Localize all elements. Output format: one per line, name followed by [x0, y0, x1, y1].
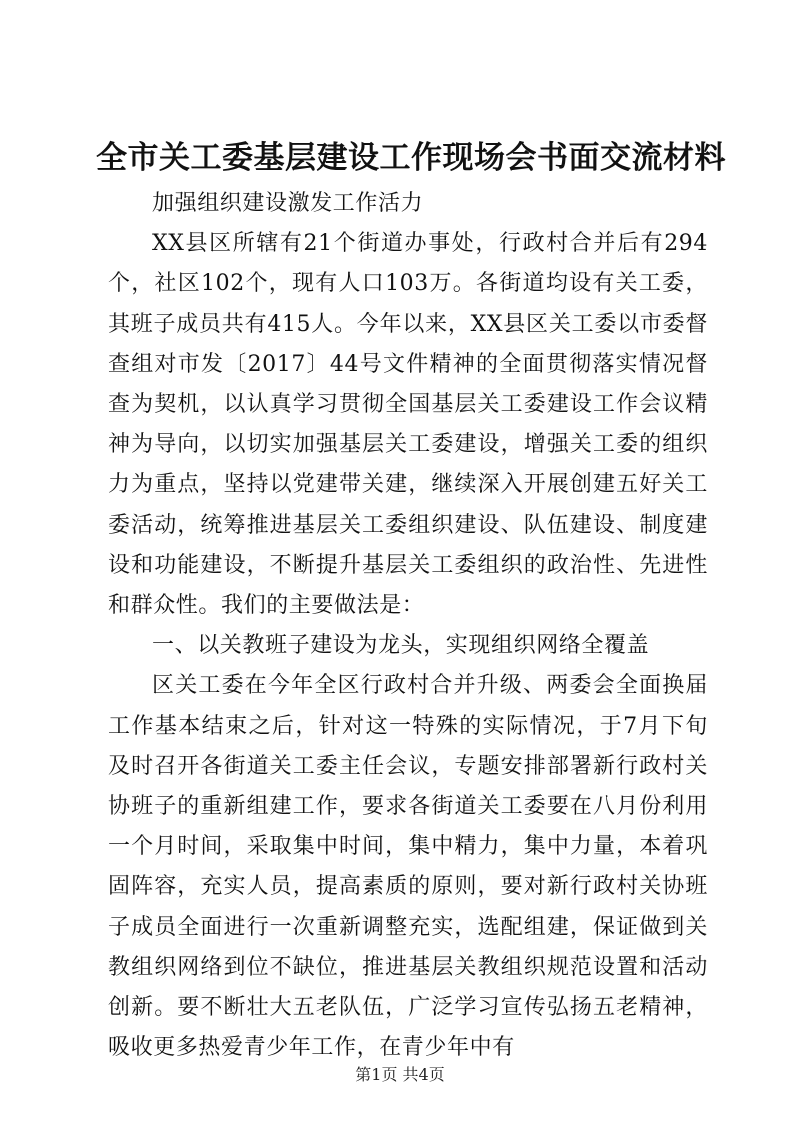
paragraph-section-1: 区关工委在今年全区行政村合并升级、两委会全面换届工作基本结束之后，针对这一特殊的实际情况，于7月下旬及时召开各街道关工委主任会议，专题安排部署新行政村关协班子的重新组建工作，要求各街道关工委要在八月份利用一个月时间，采取集中时间，集中精力，集中力量，本着巩固阵容，充实人员，提高素质的原则，要对新行政村关协班子成员全面进行一次重新调整充实，选配组建，保证做到关教组织网络到位不缺位，推进基层关教组织规范设置和活动创新。要不断壮大五老队伍，广泛学习宣传弘扬五老精神，吸收更多热爱青少年工作，在青少年中有 — [108, 673, 708, 1061]
document-body — [108, 184, 708, 1068]
section-heading-1: 一、以关教班子建设为龙头，实现组织网络全覆盖 — [152, 633, 650, 659]
subtitle: 加强组织建设激发工作活力 — [152, 191, 424, 216]
paragraph-intro: XX县区所辖有21个街道办事处，行政村合并后有294个，社区102个，现有人口103万。各街道均设有关工委，其班子成员共有415人。今年以来，XX县区关工委以市委督查组对市发〔2017〕44号文件精神的全面贯彻落实情况督查为契机，以认真学习贯彻全国基层关工委建设工作会议精神为导向，以切实加强基层关工委建设，增强关工委的组织力为重点，坚持以党建带关建，继续深入开展创建五好关工委活动，统筹推进基层关工委组织建设、队伍建设、制度建设和功能建设，不断提升基层关工委组织的政治性、先进性和群众性。我们的主要做法是： — [108, 231, 708, 619]
document-title: 全市关工委基层建设工作现场会书面交流材料 — [96, 140, 726, 176]
page-footer: 第1页 共4页 — [355, 1065, 445, 1084]
